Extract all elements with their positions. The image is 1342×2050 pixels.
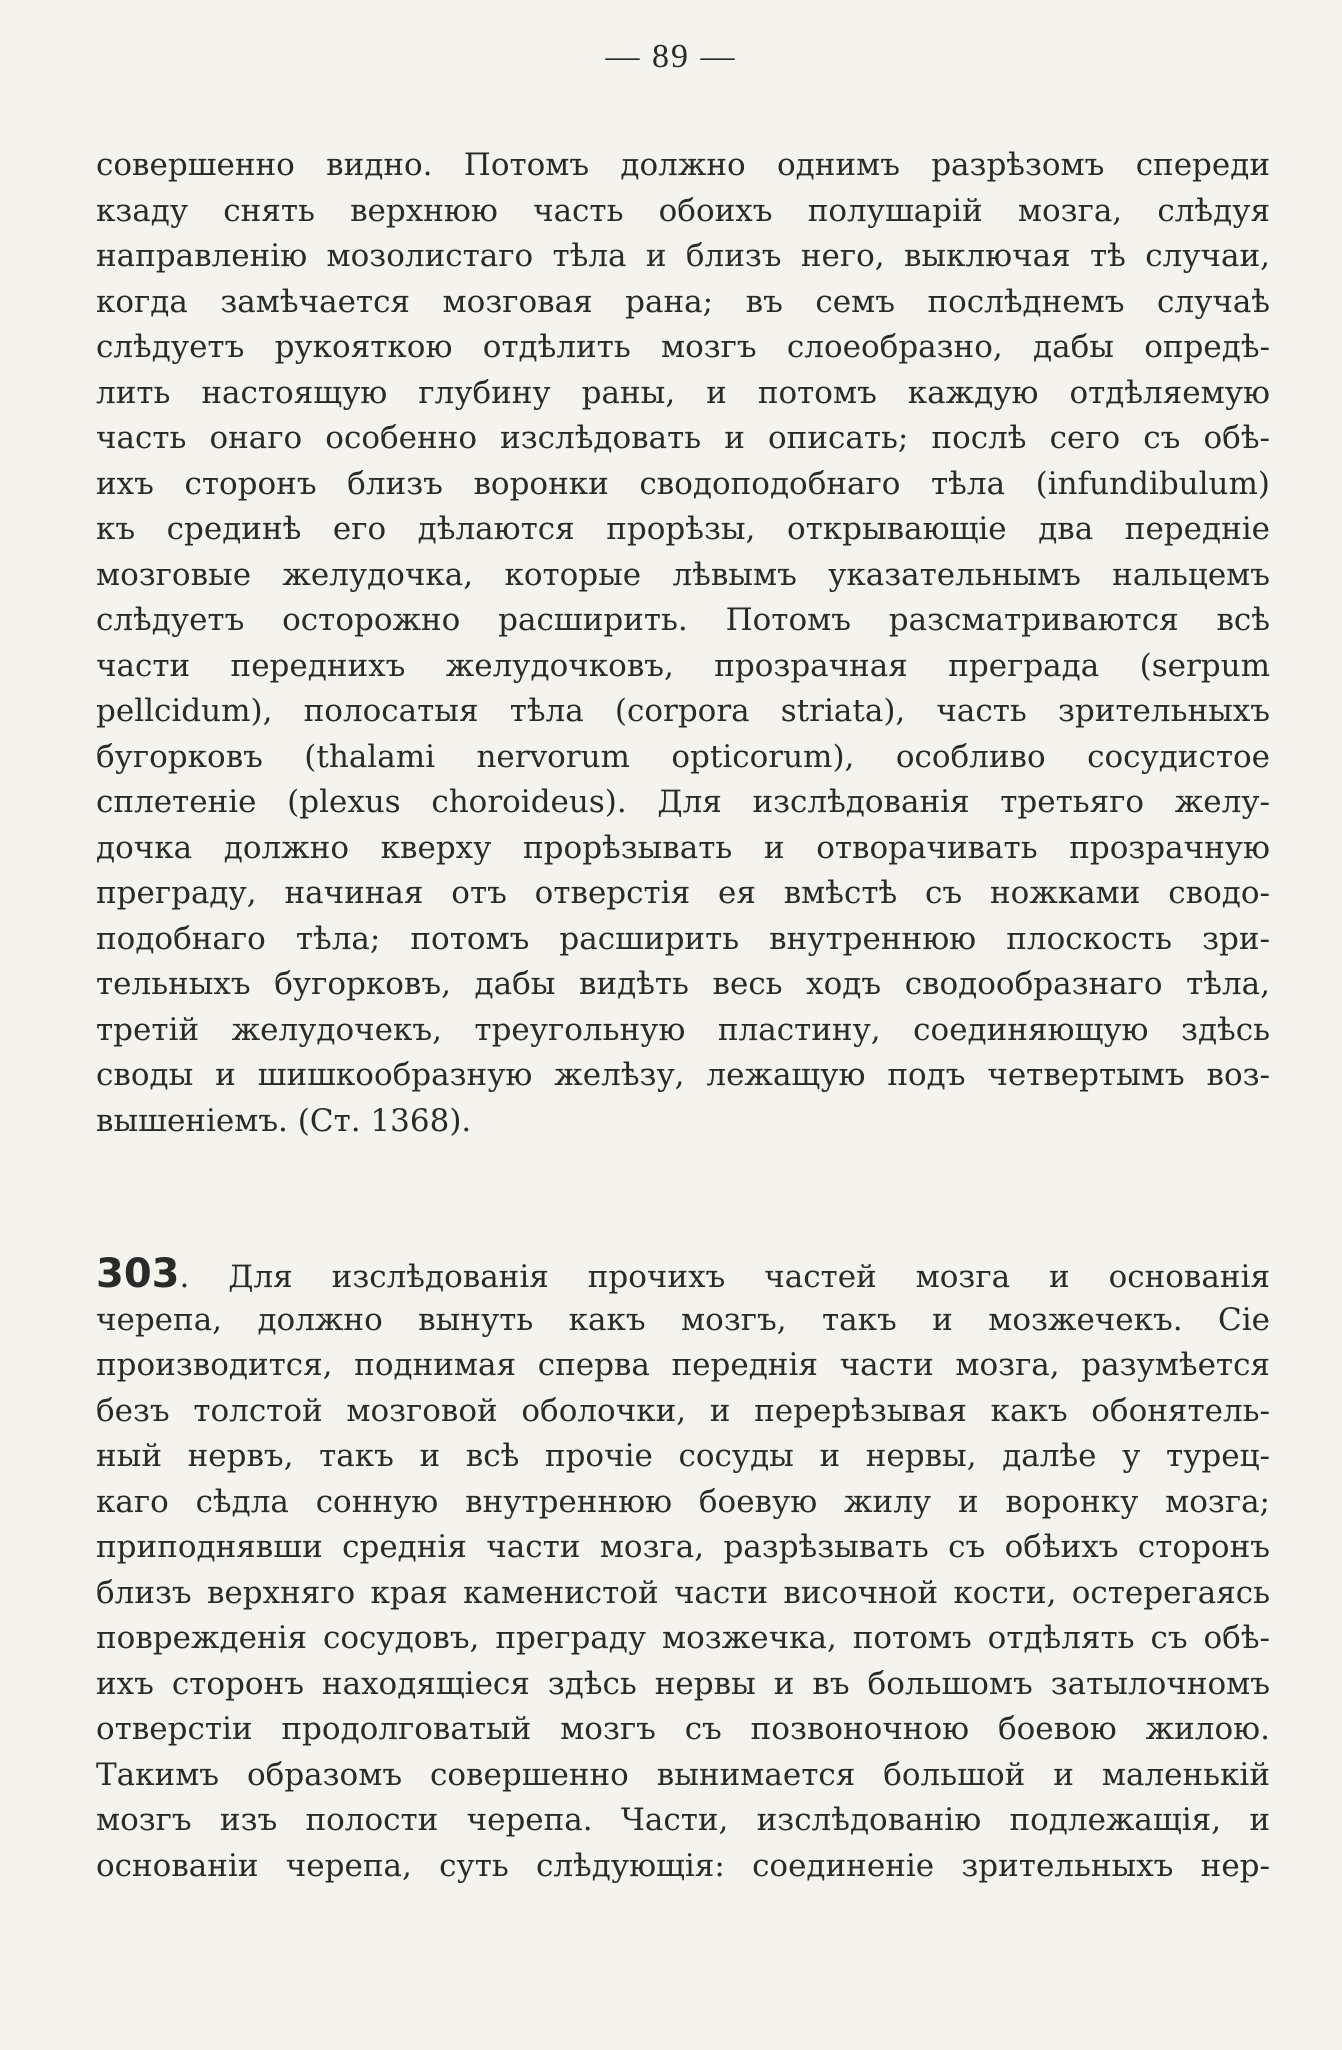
section-first-line-text: . Для изслѣдованія прочихъ частей мозга и основанія bbox=[179, 1259, 1270, 1295]
text-line: ихъ сторонъ близъ воронки сводоподобнаго тѣла (infundibulum) bbox=[96, 465, 1270, 502]
text-line: близъ верхняго края каменистой части височной кости, остерегаясь bbox=[96, 1574, 1270, 1611]
text-line: основаніи черепа, суть слѣдующія: соединеніе зрительныхъ нер- bbox=[96, 1847, 1270, 1884]
text-line: направленію мозолистаго тѣла и близъ него, выключая тѣ случаи, bbox=[96, 238, 1270, 274]
text-line: бугорковъ (thalami nervorum opticorum), особливо сосудистое bbox=[96, 738, 1270, 775]
text-line: когда замѣчается мозговая рана; въ семъ послѣднемъ случаѣ bbox=[96, 283, 1270, 320]
text-line: ихъ сторонъ находящіеся здѣсь нервы и въ большомъ затылочномъ bbox=[96, 1665, 1270, 1702]
text-line: части переднихъ желудочковъ, прозрачная преграда (serpum bbox=[96, 647, 1270, 684]
text-line: подобнаго тѣла; потомъ расширить внутреннюю плоскость зри- bbox=[96, 920, 1270, 957]
section-number: 303 bbox=[96, 1251, 180, 1297]
text-line: преграду, начиная отъ отверстія ея вмѣстѣ съ ножками сводо- bbox=[96, 875, 1270, 911]
text-line: слѣдуетъ рукояткою отдѣлить мозгъ слоеобразно, дабы опредѣ- bbox=[96, 329, 1270, 365]
text-line: совершенно видно. Потомъ должно однимъ разрѣзомъ спереди bbox=[96, 147, 1270, 183]
text-line: лить настоящую глубину раны, и потомъ каждую отдѣляемую bbox=[96, 374, 1270, 411]
text-line: приподнявши среднія части мозга, разрѣзывать съ обѣихъ сторонъ bbox=[96, 1529, 1270, 1565]
text-line: кзаду снять верхнюю часть обоихъ полушарій мозга, слѣдуя bbox=[96, 192, 1270, 229]
text-line: къ срединѣ его дѣлаются прорѣзы, открывающіе два передніе bbox=[96, 511, 1270, 547]
text-line: Такимъ образомъ совершенно вынимается большой и маленькій bbox=[96, 1756, 1270, 1793]
text-line: своды и шишкообразную желѣзу, лежащую подъ четвертымъ воз- bbox=[96, 1057, 1270, 1093]
text-line: мозгъ изъ полости черепа. Части, изслѣдованію подлежащія, и bbox=[96, 1802, 1270, 1838]
text-line bbox=[96, 1249, 1270, 1299]
text-line: безъ толстой мозговой оболочки, и перерѣзывая какъ обонятель- bbox=[96, 1392, 1270, 1429]
text-line: поврежденія сосудовъ, преграду мозжечка, потомъ отдѣлять съ обѣ- bbox=[96, 1620, 1270, 1656]
text-line: сплетеніе (plexus choroideus). Для изслѣдованія третьяго желу- bbox=[96, 784, 1270, 820]
text-line: тельныхъ бугорковъ, дабы видѣть весь ходъ сводообразнаго тѣла, bbox=[96, 966, 1270, 1002]
text-line: часть онаго особенно изслѣдовать и описать; послѣ сего съ обѣ- bbox=[96, 420, 1270, 456]
text-line: третій желудочекъ, треугольную пластину, соединяющую здѣсь bbox=[96, 1011, 1270, 1048]
text-line: дочка должно кверху прорѣзывать и отворачивать прозрачную bbox=[96, 829, 1270, 866]
text-line: слѣдуетъ осторожно расширить. Потомъ разсматриваются всѣ bbox=[96, 602, 1270, 638]
text-line: отверстіи продолговатый мозгъ съ позвоночною боевою жилою. bbox=[96, 1711, 1270, 1747]
text-line: pellcidum), полосатыя тѣла (corpora striata), часть зрительныхъ bbox=[96, 693, 1270, 729]
text-line: производится, поднимая сперва переднія части мозга, разумѣется bbox=[96, 1347, 1270, 1383]
text-line: вышеніемъ. (Ст. 1368). bbox=[96, 1102, 472, 1139]
text-line: каго сѣдла сонную внутреннюю боевую жилу и воронку мозга; bbox=[96, 1483, 1270, 1520]
text-line: черепа, должно вынуть какъ мозгъ, такъ и мозжечекъ. Сіе bbox=[96, 1301, 1270, 1338]
text-line: мозговые желудочка, которые лѣвымъ указательнымъ нальцемъ bbox=[96, 556, 1270, 593]
text-line: ный нервъ, такъ и всѣ прочіе сосуды и нервы, далѣе у турец- bbox=[96, 1438, 1270, 1474]
page-number: — 89 — bbox=[605, 38, 737, 75]
